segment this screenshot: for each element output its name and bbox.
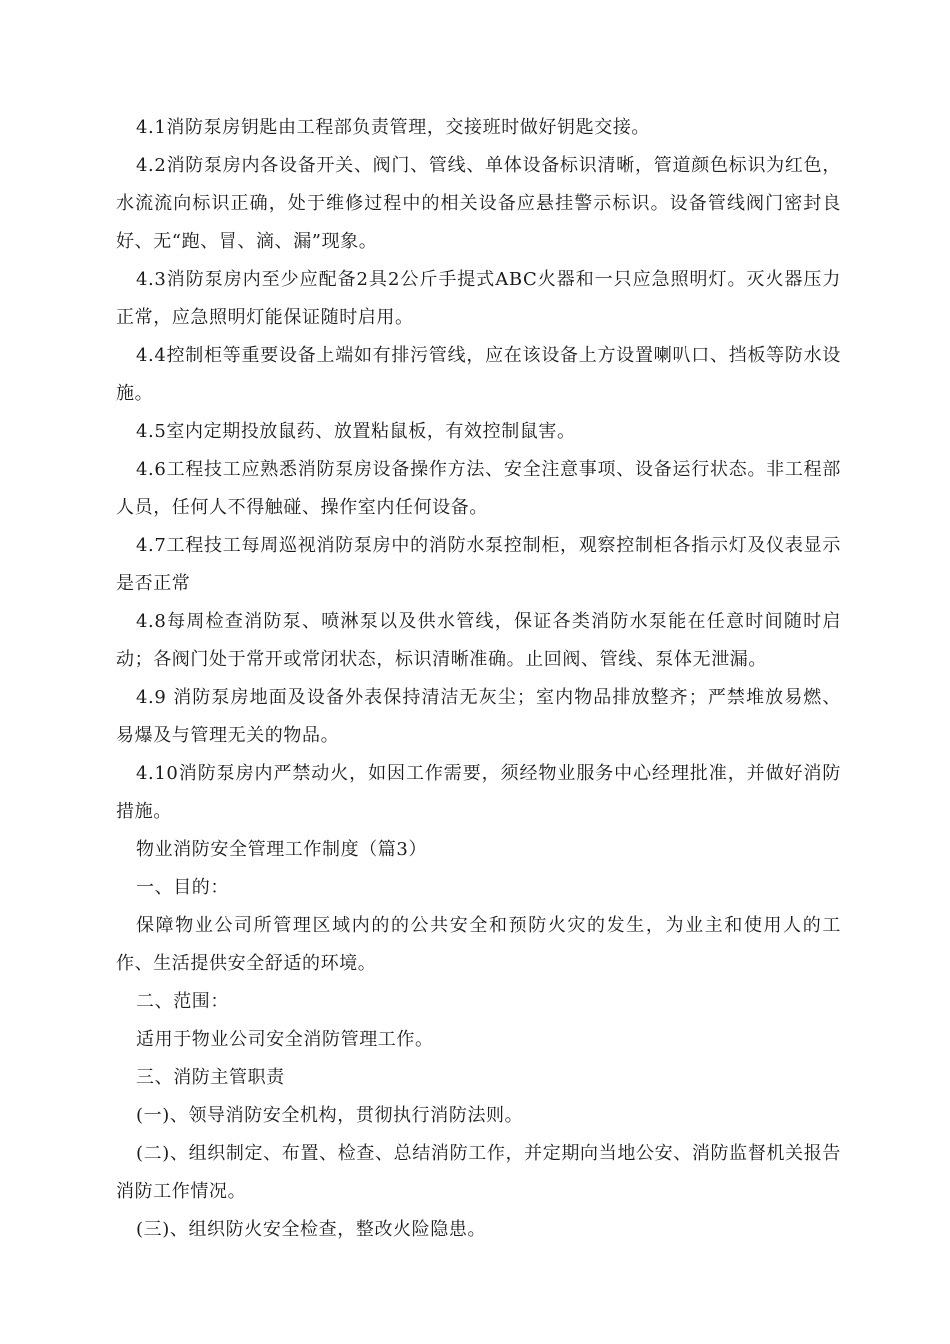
paragraph-4-6: 4.6工程技工应熟悉消防泵房设备操作方法、安全注意事项、设备运行状态。非工程部人员，任何人不得触碰、操作室内任何设备。 — [116, 459, 841, 518]
paragraph-purpose: 保障物业公司所管理区域内的的公共安全和预防火灾的发生，为业主和使用人的工作、生活提供安全舒适的环境。 — [116, 915, 841, 974]
heading-purpose: 一、目的： — [136, 877, 229, 898]
duty-item-2: (二)、组织制定、布置、检查、总结消防工作，并定期向当地公安、消防监督机关报告消防工作情况。 — [116, 1143, 841, 1202]
paragraph-4-7: 4.7工程技工每周巡视消防泵房中的消防水泵控制柜，观察控制柜各指示灯及仪表显示是否正常 — [116, 535, 841, 594]
paragraph-4-9: 4.9 消防泵房地面及设备外表保持清洁无灰尘；室内物品排放整齐；严禁堆放易燃、易爆及与管理无关的物品。 — [116, 687, 841, 746]
duty-item-1: (一)、领导消防安全机构，贯彻执行消防法则。 — [136, 1105, 524, 1126]
heading-duties: 三、消防主管职责 — [136, 1067, 285, 1088]
duty-item-3: (三)、组织防火安全检查，整改火险隐患。 — [136, 1219, 487, 1240]
paragraph-4-10: 4.10消防泵房内严禁动火，如因工作需要，须经物业服务中心经理批准，并做好消防措施。 — [116, 763, 841, 822]
paragraph-4-2: 4.2消防泵房内各设备开关、阀门、管线、单体设备标识清晰，管道颜色标识为红色，水流流向标识正确，处于维修过程中的相关设备应悬挂警示标识。设备管线阀门密封良好、无“跑、冒、滴、漏”现象。 — [116, 155, 841, 252]
paragraph-4-8: 4.8每周检查消防泵、喷淋泵以及供水管线，保证各类消防水泵能在任意时间随时启动；各阀门处于常开或常闭状态，标识清晰准确。止回阀、管线、泵体无泄漏。 — [116, 611, 841, 670]
paragraph-4-5: 4.5室内定期投放鼠药、放置粘鼠板，有效控制鼠害。 — [136, 421, 576, 442]
section-title: 物业消防安全管理工作制度（篇3） — [136, 839, 428, 860]
paragraph-4-3: 4.3消防泵房内至少应配备2具2公斤手提式ABC火器和一只应急照明灯。灭火器压力正常，应急照明灯能保证随时启用。 — [116, 269, 841, 328]
paragraph-4-4: 4.4控制柜等重要设备上端如有排污管线，应在该设备上方设置喇叭口、挡板等防水设施。 — [116, 345, 841, 404]
paragraph-scope: 适用于物业公司安全消防管理工作。 — [136, 1029, 434, 1050]
heading-scope: 二、范围： — [136, 991, 229, 1012]
paragraph-4-1: 4.1消防泵房钥匙由工程部负责管理，交接班时做好钥匙交接。 — [136, 117, 651, 138]
document-body — [116, 109, 841, 1249]
